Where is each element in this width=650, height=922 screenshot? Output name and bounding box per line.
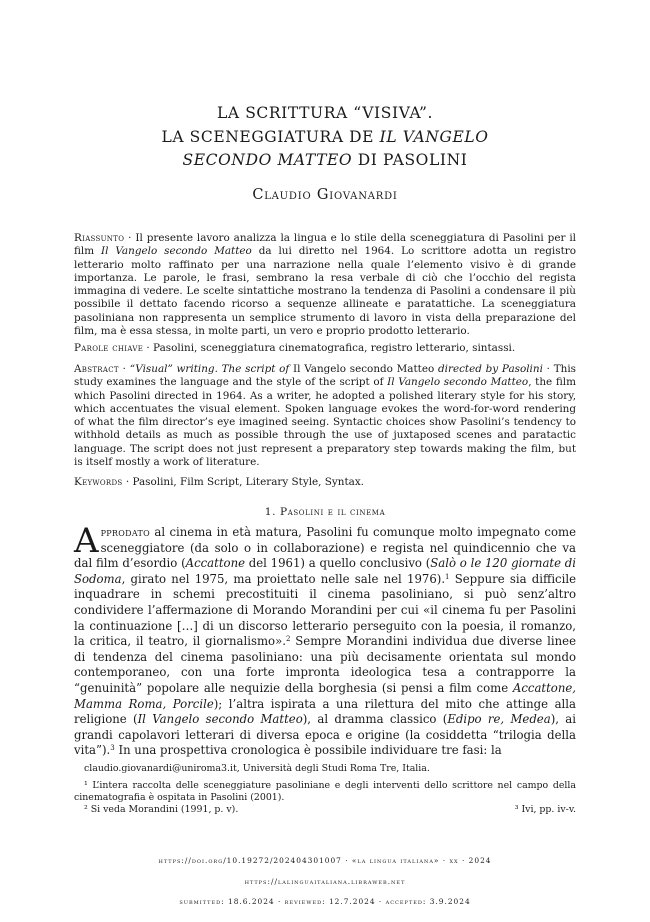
abstract-text-2: · This study examines the language and the style of the script of xyxy=(74,363,576,389)
riassunto-italic-1: Il Vangelo secondo Matteo xyxy=(101,245,252,258)
title-line-2-italic: IL VANGELO xyxy=(379,127,489,146)
body-text-7: ), al dramma classico ( xyxy=(302,712,448,727)
author-name: Claudio Giovanardi xyxy=(252,187,398,203)
body-paragraph xyxy=(74,521,577,759)
body-text-3: , girato nel 1975, ma proiettato nelle sale nel 1976). xyxy=(121,571,446,586)
footnotes xyxy=(74,763,576,816)
body-italic-2: Salò o le 120 giornate di Sodoma xyxy=(74,556,576,586)
body-text-9: In una prospettiva cronologica è possibile individuare tre fasi: la xyxy=(114,743,502,758)
parole-chiave-paragraph xyxy=(74,342,576,355)
abstract-paragraph xyxy=(74,363,576,469)
footnote-3: ³ Ivi, pp. iv-v. xyxy=(514,804,576,815)
body-italic-3: Accattone, Mamma Roma, Porcile xyxy=(74,680,576,711)
footnote-1: ¹ L’intera raccolta delle sceneggiature pasoliniane e degli interventi dello scrittore nel campo della cinematografia è ospitata in Pasolini (2001). xyxy=(74,780,576,803)
abstract-text-3: , the film which Pasolini directed in 1964. As a writer, he adopted a polished literary style for his story, which accentuates the visual element. Spoken language evokes the word-for-word rendering of what the film director’s eye imagined seeing. Syntactic choices show Pasolini’s tendency to withhold details as much as possible through the use of juxtaposed scenes and paratactic language. The script does not just represent a preparatory step towards making the film, but is itself mostly a work of literature. xyxy=(74,376,576,469)
article-title xyxy=(74,102,576,173)
parole-chiave-sep: · xyxy=(143,342,154,354)
body-text-1: al cinema in età matura, Pasolini fu comunque molto impegnato come sceneggiatore (da solo o in collaborazione) e regista nel quindicennio che va dal film d’esordio ( xyxy=(74,525,576,571)
title-line-1: LA SCRITTURA “VISIVA”. xyxy=(216,104,434,122)
riassunto-text-1: Il presente lavoro analizza la lingua e lo stile della sceneggiatura di Pasolini per il film xyxy=(74,232,576,258)
riassunto-label: Riassunto xyxy=(74,232,125,244)
footnote-ref-3[interactable]: 3 xyxy=(110,744,115,753)
lead-word: pprodato xyxy=(100,525,150,539)
footnote-ref-1[interactable]: 1 xyxy=(445,572,450,581)
author-affiliation: claudio.giovanardi@uniroma3.it, Università degli Studi Roma Tre, Italia. xyxy=(84,763,430,774)
submission-dates: submitted: 18.6.2024 · reviewed: 12.7.2024 · accepted: 3.9.2024 xyxy=(179,897,471,906)
abstract-italic-2: directed by Pasolini xyxy=(438,363,543,375)
footnote-ref-2[interactable]: 2 xyxy=(285,635,291,644)
body-text-6: ); l’altra ispirata a una rilettura del mito che attinge alla religione ( xyxy=(74,696,576,727)
abstract-italic-1: “Visual” writing. The script of xyxy=(129,363,290,375)
title-line-3-suffix: DI PASOLINI xyxy=(352,151,468,169)
riassunto-sep: · xyxy=(124,232,136,244)
body-italic-4: Il Vangelo secondo Matteo xyxy=(137,712,303,727)
body-text-2: del 1961) a quello conclusivo ( xyxy=(245,556,431,571)
title-line-3 xyxy=(74,149,576,173)
doi-link[interactable]: https://doi.org/10.19272/202404301007 · «la lingua italiana» · xx · 2024 xyxy=(158,856,492,865)
drop-cap: A xyxy=(74,521,99,561)
body-text-4: Seppure sia difficile inquadrare in schemi precostituiti il cinema pasoliniano, si può senz’altro condividere l’affermazione di Morando Morandini per cui «il cinema fu per Pasolini la continuazione […] di un discorso letterario perseguito con la poesia, il romanzo, la critica, il teatro, il giornalismo». xyxy=(74,571,576,649)
footnote-row xyxy=(74,804,576,816)
title-line-3-italic: SECONDO MATTEO xyxy=(182,151,353,169)
footnote-2: ² Si veda Morandini (1991, p. v). xyxy=(84,804,239,815)
body-text-8: ), ai grandi capolavori letterari di diversa epoca e origine (la cosiddetta “trilogia della vita”). xyxy=(74,712,577,758)
riassunto-paragraph xyxy=(74,232,576,338)
parole-chiave-label: Parole chiave xyxy=(74,342,144,354)
title-line-2-prefix: LA SCENEGGIATURA DE xyxy=(161,127,380,146)
abstract-label: Abstract xyxy=(74,363,119,375)
keywords-sep: · xyxy=(122,476,133,488)
body-text-5: Sempre Morandini individua due diverse linee di tendenza del cinema pasoliniano: una più decisamente orientata sul mondo contemporaneo, con una forte impronta ideologica tesa a contrapporre la “genuinità” popolare alle nequizie della borghesia (si pensi a film come xyxy=(74,634,576,695)
title-line-2 xyxy=(74,126,576,150)
section-heading: 1. Pasolini e il cinema xyxy=(264,506,386,518)
body-italic-5: Edipo re, Medea xyxy=(447,712,551,727)
body-italic-1: Accattone xyxy=(185,556,246,571)
keywords-text: Pasolini, Film Script, Literary Style, Syntax. xyxy=(132,476,364,488)
keywords-label: Keywords xyxy=(74,476,123,488)
keywords-paragraph xyxy=(74,476,576,489)
abstract-text-1: Il Vangelo secondo Matteo xyxy=(289,363,439,375)
riassunto-text-2: da lui diretto nel 1964. Lo scrittore adotta un registro letterario molto raffinato per una narrazione nella quale l’elemento visivo è di grande importanza. Le parole, le frasi, sembrano la resa verbale di ciò che l’occhio del regista immagina di vedere. Le scelte sintattiche mostrano la tendenza di Pasolini a condensare il più possibile il dettato facendo ricorso a sequenze allineate e paratattiche. La sceneggiatura pasoliniana non rappresenta un semplice strumento di lavoro in vista della preparazione del film, ma è essa stessa, in molte parti, un vero e proprio prodotto letterario. xyxy=(74,245,576,338)
journal-url-link[interactable]: https://lalinguaitaliana.libraweb.net xyxy=(244,877,406,886)
parole-chiave-text: Pasolini, sceneggiatura cinematografica, registro letterario, sintassi. xyxy=(153,342,516,354)
abstract-italic-3: Il Vangelo secondo Matteo xyxy=(387,376,529,389)
abstract-sep: · xyxy=(118,363,130,375)
